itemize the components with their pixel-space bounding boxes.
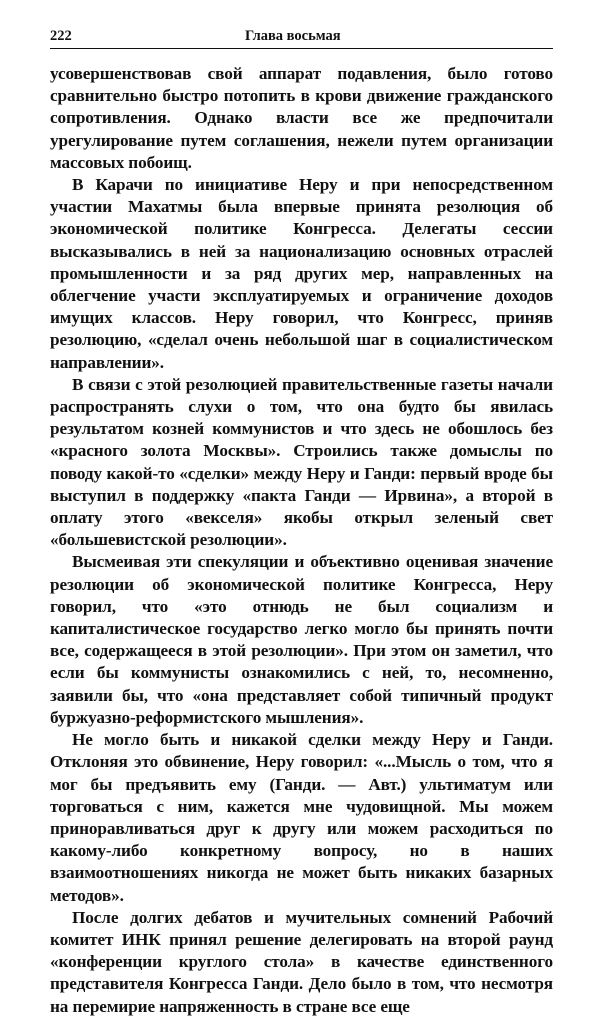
paragraph-6: После долгих дебатов и мучительных сомнений Рабочий комитет ИНК принял решение делегировать на второй раунд «конференции круглого стола» в качестве единственного представителя Конгресса Ганди. Дело было в том, что несмотря на перемирие напряженность в стране все еще [50,907,553,1016]
paragraph-1: усовершенствовав свой аппарат подавления, было готово сравнительно быстро потопить в крови движение гражданского сопротивления. Однако власти все же предпочитали урегулирование путем соглашения, нежели путем организации массовых побоищ. [50,64,553,172]
paragraph-3: В связи с этой резолюцией правительственные газеты начали распространять слухи о том, что она будто бы явилась результатом козней коммунистов и что здесь не обошлось без «красного золота Москвы». Строились также домыслы по поводу какой-то «сделки» между Неру и Ганди: первый вроде бы выступил в поддержку «пакта Ганди — Ирвина», а второй в оплату этого «векселя» якобы открыл зеленый свет «большевистской резолюции». [50,374,553,550]
body-text [50,63,553,1018]
chapter-title: Глава восьмая [245,28,341,44]
paragraph-2: В Карачи по инициативе Неру и при непосредственном участии Махатмы была впервые принята резолюция об экономической политике Конгресса. Делегаты сессии высказывались в ней за национализацию основных отраслей промышленности и за ряд других мер, направленных на облегчение участи эксплуатируемых и ограничение доходов имущих классов. Неру говорил, что Конгресс, приняв резолюцию, «сделал очень небольшой шаг в социалистическом направлении». [50,175,553,372]
book-page [50,26,553,1018]
paragraph-5: Не могло быть и никакой сделки между Неру и Ганди. Отклоняя это обвинение, Неру говорил: «...Мысль о том, что я мог бы предъявить ему (Ганди. — Авт.) ультиматум или торговаться с ним, кажется мне чудовищной. Мы можем приноравливаться друг к другу или можем расходиться по какому-либо конкретному вопросу, но в наших взаимоотношениях никогда не может быть никаких базарных методов». [50,730,553,905]
page-header [50,26,553,49]
page-number: 222 [50,28,72,44]
paragraph-4: Высмеивая эти спекуляции и объективно оценивая значение резолюции об экономической политике Конгресса, Неру говорил, что «это отнюдь не был социализм и капиталистическое государство легко могло бы принять почти все, содержащееся в этой резолюции». При этом он заметил, что если бы коммунисты ознакомились с ней, то, несомненно, заявили бы, что «она представляет собой типичный продукт буржуазно-реформистского мышления». [50,552,553,727]
